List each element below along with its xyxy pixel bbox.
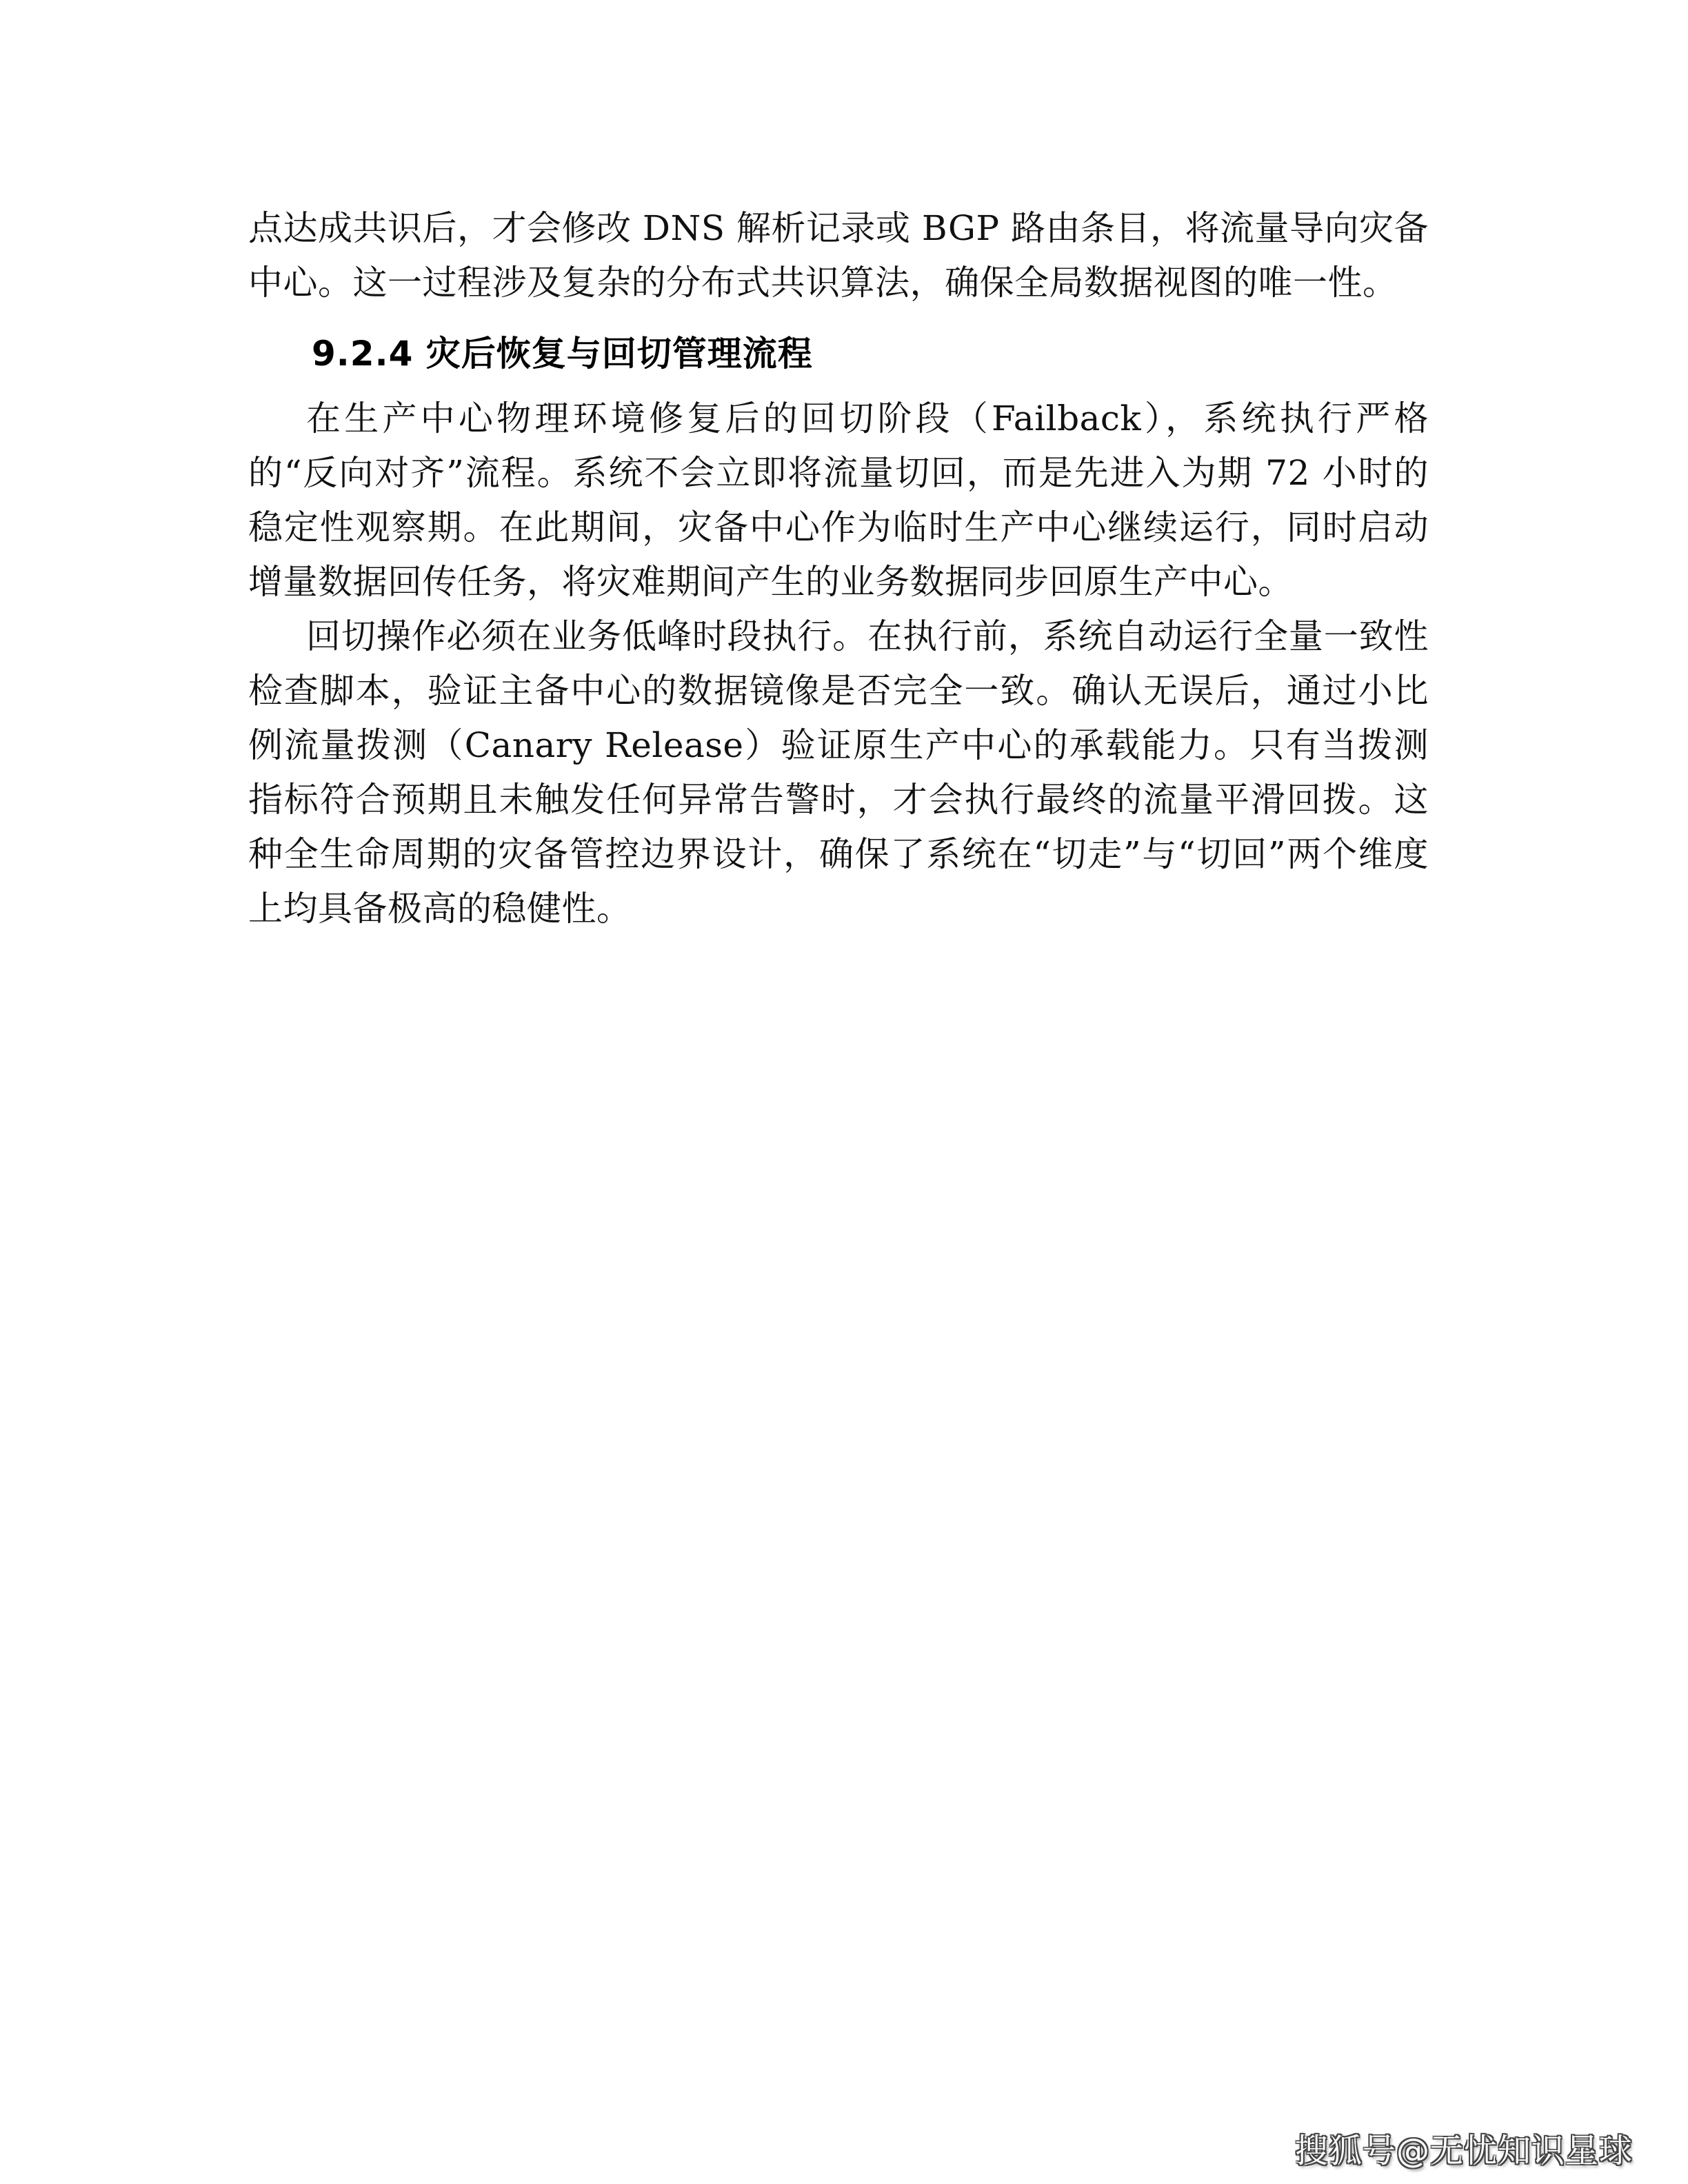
paragraph-failback: 在生产中心物理环境修复后的回切阶段（Failback），系统执行严格的“反向对齐”流程。系统不会立即将流量切回，而是先进入为期 72 小时的稳定性观察期。在此期间，灾备中心作为临时生产中心继续运行，同时启动增量数据回传任务，将灾难期间产生的业务数据同步回原生产中心。 [248,398,1429,602]
document-body [248,201,1429,936]
section-heading: 9.2.4 灾后恢复与回切管理流程 [312,334,813,374]
source-watermark: 搜狐号@无忧知识星球 [1294,2132,1633,2170]
paragraph-switchback-operation: 回切操作必须在业务低峰时段执行。在执行前，系统自动运行全量一致性检查脚本，验证主备中心的数据镜像是否完全一致。确认无误后，通过小比例流量拨测（Canary Release）验证原生产中心的承载能力。只有当拨测指标符合预期且未触发任何异常告警时，才会执行最终的流量平滑回拨。这种全生命周期的灾备管控边界设计，确保了系统在“切走”与“切回”两个维度上均具备极高的稳健性。 [248,616,1429,929]
paragraph-continued: 点达成共识后，才会修改 DNS 解析记录或 BGP 路由条目，将流量导向灾备中心。这一过程涉及复杂的分布式共识算法，确保全局数据视图的唯一性。 [248,208,1429,303]
